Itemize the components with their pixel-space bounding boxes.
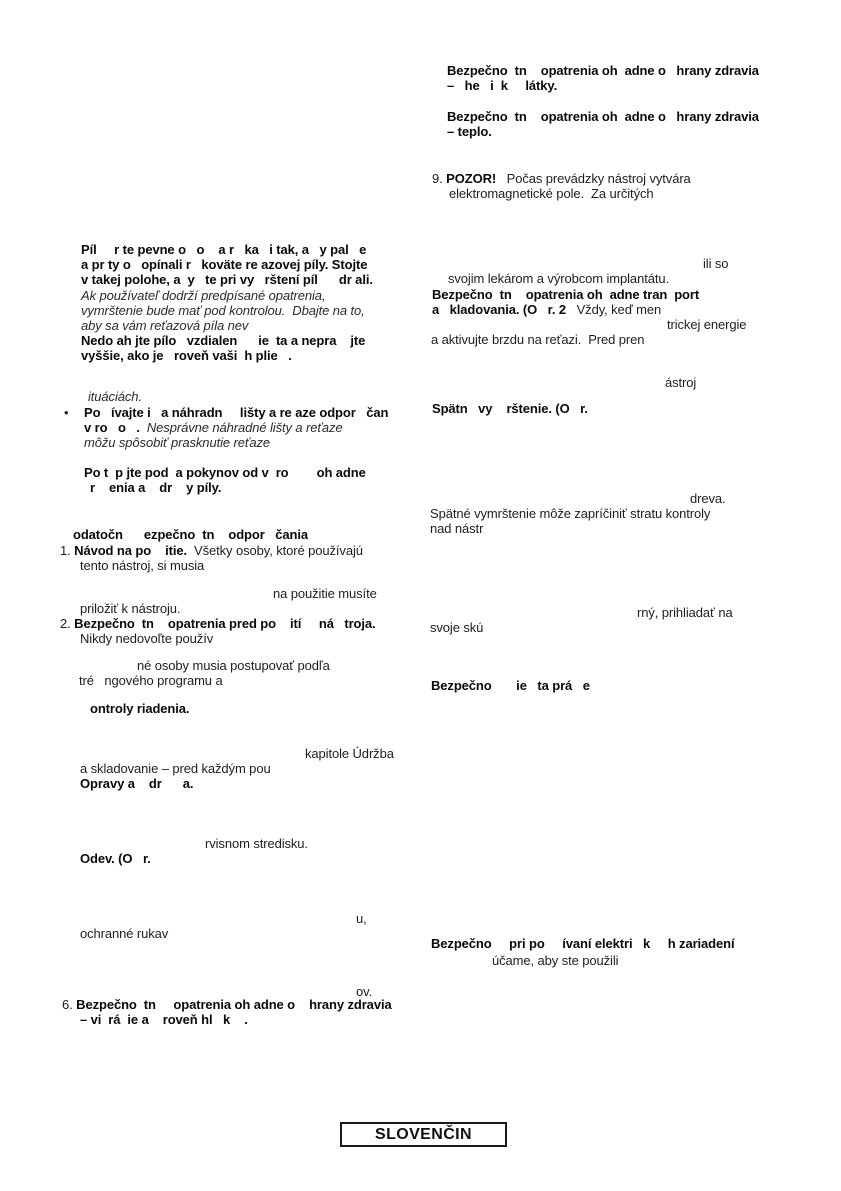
- text-line: [84, 435, 270, 450]
- text-span: Po ívajte i a náhradn lišty a re aze odpor čan: [84, 405, 389, 420]
- text-span: – vi rá ie a roveň hl k .: [80, 1012, 248, 1027]
- text-span: ontroly riadenia.: [90, 701, 190, 716]
- text-span: na použitie musíte: [273, 586, 377, 601]
- text-span: a kladovania. (O r. 2: [432, 302, 567, 317]
- text-line: [447, 124, 492, 139]
- text-span: Nikdy nedovoľte použív: [80, 631, 214, 646]
- text-span: ástroj: [665, 375, 697, 390]
- text-span: Bezpečno tn opatrenia oh adne o hrany zdravia: [76, 997, 392, 1012]
- text-span: r enia a dr y píly.: [90, 480, 222, 495]
- text-span: trickej energie: [667, 317, 747, 332]
- text-span: aby sa vám reťazová píla nev: [81, 318, 249, 333]
- text-span: Bezpečno tn opatrenia pred po ití ná troja.: [74, 616, 376, 631]
- text-span: vyššie, ako je roveň vaši h plie .: [81, 348, 292, 363]
- text-span: – teplo.: [447, 124, 492, 139]
- text-span: dreva.: [690, 491, 726, 506]
- text-span: svojim lekárom a výrobcom implantátu.: [448, 271, 669, 286]
- text-line: [430, 620, 483, 635]
- text-span: a aktivujte brzdu na reťazi. Pred pren: [431, 332, 645, 347]
- text-span: Odev. (O r.: [80, 851, 151, 866]
- text-line: [81, 348, 292, 363]
- text-span: v ro o .: [84, 420, 147, 435]
- text-line: [447, 63, 759, 78]
- language-footer-box: [340, 1122, 507, 1147]
- text-line: [90, 701, 189, 716]
- text-span: Všetky osoby, ktoré používajú: [187, 543, 363, 558]
- text-span: ituáciách.: [88, 389, 142, 404]
- text-line: [88, 389, 142, 404]
- text-line: [84, 405, 388, 420]
- text-line: [79, 673, 223, 688]
- text-span: 9.: [432, 171, 447, 186]
- text-line: [690, 491, 726, 506]
- text-line: [90, 480, 221, 495]
- text-line: [80, 851, 151, 866]
- text-line: [60, 543, 363, 558]
- text-line: [81, 303, 365, 318]
- text-line: [431, 332, 644, 347]
- text-line: [84, 420, 343, 435]
- text-span: svoje skú: [430, 620, 484, 635]
- text-line: [81, 272, 373, 287]
- text-line: [81, 333, 365, 348]
- text-span: a skladovanie – pred každým pou: [80, 761, 271, 776]
- text-span: Nesprávne náhradné lišty a reťaze: [146, 420, 343, 435]
- text-span: •: [64, 405, 69, 420]
- text-span: nad nástr: [430, 521, 484, 536]
- text-line: [431, 936, 735, 951]
- text-span: Bezpečno ie ta prá e: [431, 678, 590, 693]
- text-line: [80, 601, 180, 616]
- text-line: [81, 318, 248, 333]
- text-span: né osoby musia postupovať podľa: [137, 658, 330, 673]
- text-line: [80, 776, 193, 791]
- text-span: Spätn vy rštenie. (O r.: [432, 401, 588, 416]
- text-span: Bezpečno tn opatrenia oh adne o hrany zdravia: [447, 63, 759, 78]
- text-span: elektromagnetické pole. Za určitých: [449, 186, 654, 201]
- text-span: ov.: [356, 984, 373, 999]
- text-span: Vždy, keď men: [566, 302, 662, 317]
- text-line: [81, 288, 325, 303]
- text-line: [81, 242, 366, 257]
- text-line: [637, 605, 733, 620]
- text-span: a pr ty o opínali r koväte re azovej píly. Stojte: [81, 257, 368, 272]
- text-span: ochranné rukav: [80, 926, 169, 941]
- text-line: [448, 271, 669, 286]
- text-span: Ak používateľ dodrží predpísané opatrenia,: [81, 288, 326, 303]
- text-line: [703, 256, 728, 271]
- text-line: [205, 836, 308, 851]
- text-span: rvisnom stredisku.: [205, 836, 308, 851]
- text-span: vymrštenie bude mať pod kontrolou. Dbajte na to,: [81, 303, 365, 318]
- text-line: [665, 375, 696, 390]
- language-footer-label: SLOVENČIN: [375, 1125, 472, 1143]
- text-line: [80, 1012, 248, 1027]
- text-span: 1.: [60, 543, 75, 558]
- text-line: [432, 171, 691, 186]
- text-line: [137, 658, 330, 673]
- text-span: Opravy a dr a.: [80, 776, 194, 791]
- text-line: [81, 257, 367, 272]
- text-line: [432, 401, 588, 416]
- text-span: v takej polohe, a y te pri vy rštení píl dr ali.: [81, 272, 373, 287]
- text-line: [432, 287, 699, 302]
- text-line: [449, 186, 654, 201]
- text-span: – he i k látky.: [447, 78, 558, 93]
- text-span: priložiť k nástroju.: [80, 601, 181, 616]
- text-line: [356, 911, 367, 926]
- text-span: ili so: [703, 256, 729, 271]
- text-span: rný, prihliadať na: [637, 605, 733, 620]
- text-span: Po t p jte pod a pokynov od v ro oh adne: [84, 465, 366, 480]
- text-line: [447, 109, 759, 124]
- text-span: tento nástroj, si musia: [80, 558, 205, 573]
- text-line: [273, 586, 377, 601]
- text-span: POZOR!: [446, 171, 497, 186]
- text-line: [80, 558, 204, 573]
- text-line: [80, 926, 168, 941]
- text-line: [305, 746, 394, 761]
- text-span: u,: [356, 911, 367, 926]
- text-line: [73, 527, 308, 542]
- text-span: účame, aby ste použili: [492, 953, 619, 968]
- text-line: [432, 302, 661, 317]
- text-span: Bezpečno pri po ívaní elektri k h zariadení: [431, 936, 735, 951]
- text-span: odatočn ezpečno tn odpor čania: [73, 527, 308, 542]
- text-line: [62, 997, 392, 1012]
- text-span: Píl r te pevne o o a r ka i tak, a y pal e: [81, 242, 367, 257]
- text-line: [430, 521, 483, 536]
- text-line: [492, 953, 618, 968]
- text-span: kapitole Údržba: [305, 746, 394, 761]
- text-span: Bezpečno tn opatrenia oh adne tran port: [432, 287, 700, 302]
- text-span: Spätné vymrštenie môže zapríčiniť stratu kontroly: [430, 506, 711, 521]
- text-line: [80, 631, 213, 646]
- text-span: môžu spôsobiť prasknutie reťaze: [84, 435, 271, 450]
- text-span: Nedo ah jte pílo vzdialen ie ta a nepra jte: [81, 333, 366, 348]
- text-line: [447, 78, 557, 93]
- text-span: Počas prevádzky nástroj vytvára: [496, 171, 691, 186]
- text-span: Návod na po itie.: [74, 543, 188, 558]
- text-line: [64, 405, 68, 420]
- text-span: tré ngového programu a: [79, 673, 223, 688]
- text-line: [80, 761, 271, 776]
- text-span: Bezpečno tn opatrenia oh adne o hrany zdravia: [447, 109, 759, 124]
- text-span: 2.: [60, 616, 75, 631]
- text-line: [84, 465, 366, 480]
- text-line: [60, 616, 376, 631]
- text-span: 6.: [62, 997, 77, 1012]
- text-line: [430, 506, 710, 521]
- text-line: [431, 678, 590, 693]
- text-line: [667, 317, 746, 332]
